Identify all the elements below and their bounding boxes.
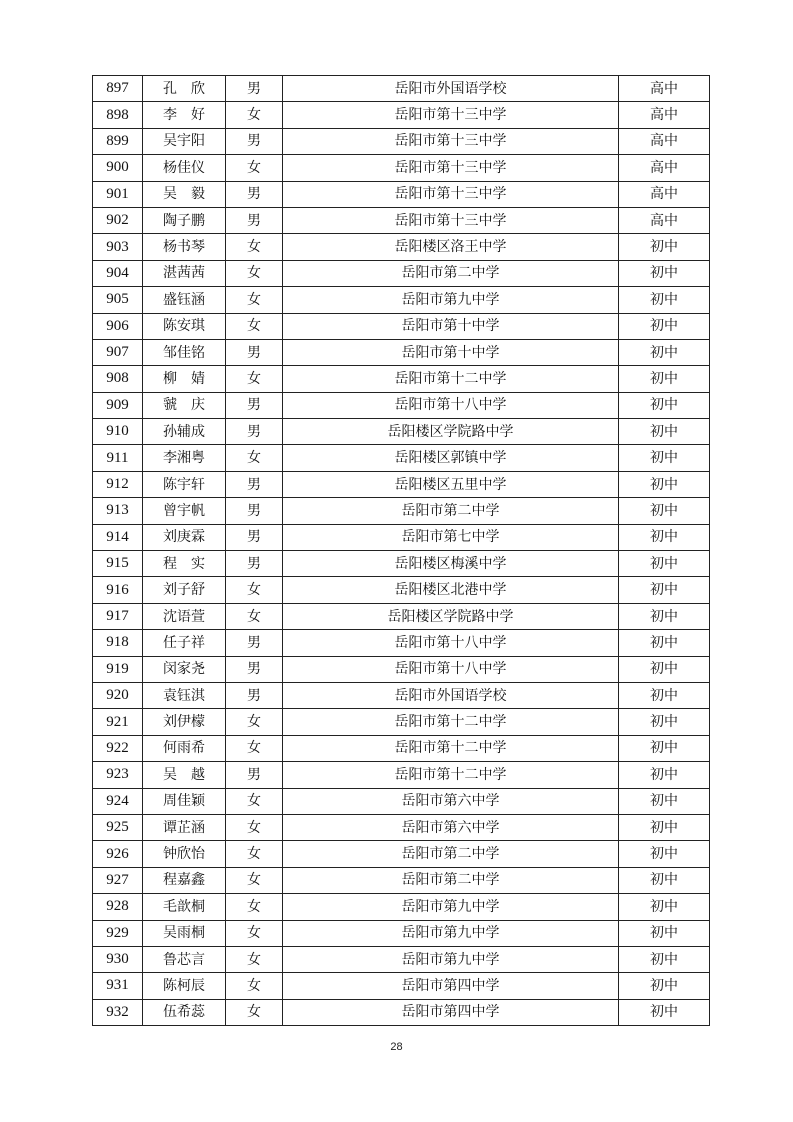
student-name-cell: 杨书琴 bbox=[143, 234, 226, 260]
school-level-cell: 初中 bbox=[619, 814, 710, 840]
gender-cell: 女 bbox=[226, 999, 283, 1025]
row-number-cell: 905 bbox=[93, 287, 143, 313]
student-name-cell: 吴雨桐 bbox=[143, 920, 226, 946]
gender-cell: 女 bbox=[226, 709, 283, 735]
gender-cell: 女 bbox=[226, 366, 283, 392]
school-name-cell: 岳阳市第二中学 bbox=[283, 867, 619, 893]
table-row bbox=[93, 682, 710, 708]
gender-cell: 女 bbox=[226, 445, 283, 471]
school-level-cell: 高中 bbox=[619, 76, 710, 102]
school-level-cell: 初中 bbox=[619, 735, 710, 761]
school-name-cell: 岳阳市第二中学 bbox=[283, 498, 619, 524]
school-level-cell: 初中 bbox=[619, 603, 710, 629]
school-level-cell: 初中 bbox=[619, 471, 710, 497]
school-name-cell: 岳阳市第十三中学 bbox=[283, 181, 619, 207]
gender-cell: 男 bbox=[226, 471, 283, 497]
row-number-cell: 901 bbox=[93, 181, 143, 207]
gender-cell: 男 bbox=[226, 524, 283, 550]
table-row bbox=[93, 973, 710, 999]
table-row bbox=[93, 498, 710, 524]
table-row bbox=[93, 76, 710, 102]
school-level-cell: 初中 bbox=[619, 551, 710, 577]
school-name-cell: 岳阳市第十三中学 bbox=[283, 155, 619, 181]
row-number-cell: 932 bbox=[93, 999, 143, 1025]
school-level-cell: 初中 bbox=[619, 234, 710, 260]
gender-cell: 男 bbox=[226, 419, 283, 445]
row-number-cell: 908 bbox=[93, 366, 143, 392]
school-name-cell: 岳阳市第十八中学 bbox=[283, 630, 619, 656]
table-row bbox=[93, 603, 710, 629]
table-row bbox=[93, 630, 710, 656]
table-row bbox=[93, 471, 710, 497]
page-number: 28 bbox=[390, 1041, 403, 1053]
school-name-cell: 岳阳市外国语学校 bbox=[283, 682, 619, 708]
row-number-cell: 897 bbox=[93, 76, 143, 102]
gender-cell: 女 bbox=[226, 814, 283, 840]
student-name-cell: 柳 婧 bbox=[143, 366, 226, 392]
gender-cell: 男 bbox=[226, 630, 283, 656]
table-row bbox=[93, 102, 710, 128]
student-name-cell: 何雨希 bbox=[143, 735, 226, 761]
gender-cell: 女 bbox=[226, 894, 283, 920]
gender-cell: 女 bbox=[226, 603, 283, 629]
row-number-cell: 898 bbox=[93, 102, 143, 128]
school-level-cell: 高中 bbox=[619, 155, 710, 181]
student-name-cell: 刘伊檬 bbox=[143, 709, 226, 735]
student-name-cell: 程 实 bbox=[143, 551, 226, 577]
student-name-cell: 邹佳铭 bbox=[143, 339, 226, 365]
student-name-cell: 盛钰涵 bbox=[143, 287, 226, 313]
row-number-cell: 904 bbox=[93, 260, 143, 286]
table-row bbox=[93, 392, 710, 418]
row-number-cell: 919 bbox=[93, 656, 143, 682]
school-name-cell: 岳阳市第二中学 bbox=[283, 841, 619, 867]
school-name-cell: 岳阳市第六中学 bbox=[283, 788, 619, 814]
row-number-cell: 910 bbox=[93, 419, 143, 445]
table-row bbox=[93, 551, 710, 577]
school-level-cell: 初中 bbox=[619, 788, 710, 814]
student-name-cell: 闵家尧 bbox=[143, 656, 226, 682]
school-level-cell: 初中 bbox=[619, 867, 710, 893]
table-row bbox=[93, 841, 710, 867]
roster-table-body bbox=[93, 76, 710, 1026]
student-name-cell: 杨佳仪 bbox=[143, 155, 226, 181]
school-level-cell: 初中 bbox=[619, 999, 710, 1025]
row-number-cell: 915 bbox=[93, 551, 143, 577]
school-level-cell: 初中 bbox=[619, 973, 710, 999]
school-name-cell: 岳阳市第十二中学 bbox=[283, 366, 619, 392]
school-name-cell: 岳阳市第十二中学 bbox=[283, 735, 619, 761]
student-name-cell: 伍希蕊 bbox=[143, 999, 226, 1025]
table-row bbox=[93, 814, 710, 840]
school-level-cell: 初中 bbox=[619, 630, 710, 656]
student-name-cell: 吴 毅 bbox=[143, 181, 226, 207]
student-name-cell: 陈宇轩 bbox=[143, 471, 226, 497]
school-name-cell: 岳阳市第十中学 bbox=[283, 339, 619, 365]
school-level-cell: 初中 bbox=[619, 709, 710, 735]
school-level-cell: 初中 bbox=[619, 498, 710, 524]
table-row bbox=[93, 181, 710, 207]
student-name-cell: 毛歆桐 bbox=[143, 894, 226, 920]
gender-cell: 男 bbox=[226, 551, 283, 577]
school-name-cell: 岳阳市第十八中学 bbox=[283, 656, 619, 682]
school-level-cell: 高中 bbox=[619, 207, 710, 233]
row-number-cell: 900 bbox=[93, 155, 143, 181]
table-row bbox=[93, 867, 710, 893]
gender-cell: 男 bbox=[226, 207, 283, 233]
school-name-cell: 岳阳楼区洛王中学 bbox=[283, 234, 619, 260]
table-row bbox=[93, 762, 710, 788]
row-number-cell: 912 bbox=[93, 471, 143, 497]
row-number-cell: 909 bbox=[93, 392, 143, 418]
table-row bbox=[93, 524, 710, 550]
row-number-cell: 917 bbox=[93, 603, 143, 629]
student-name-cell: 程嘉鑫 bbox=[143, 867, 226, 893]
gender-cell: 女 bbox=[226, 788, 283, 814]
row-number-cell: 902 bbox=[93, 207, 143, 233]
school-name-cell: 岳阳楼区郭镇中学 bbox=[283, 445, 619, 471]
row-number-cell: 918 bbox=[93, 630, 143, 656]
student-name-cell: 任子祥 bbox=[143, 630, 226, 656]
school-level-cell: 初中 bbox=[619, 260, 710, 286]
row-number-cell: 906 bbox=[93, 313, 143, 339]
school-level-cell: 初中 bbox=[619, 339, 710, 365]
school-name-cell: 岳阳市第十二中学 bbox=[283, 709, 619, 735]
school-name-cell: 岳阳楼区北港中学 bbox=[283, 577, 619, 603]
school-name-cell: 岳阳市外国语学校 bbox=[283, 76, 619, 102]
school-level-cell: 高中 bbox=[619, 128, 710, 154]
table-row bbox=[93, 207, 710, 233]
student-name-cell: 陈安琪 bbox=[143, 313, 226, 339]
gender-cell: 女 bbox=[226, 102, 283, 128]
school-name-cell: 岳阳市第九中学 bbox=[283, 946, 619, 972]
student-name-cell: 曾宇帆 bbox=[143, 498, 226, 524]
table-row bbox=[93, 313, 710, 339]
row-number-cell: 916 bbox=[93, 577, 143, 603]
row-number-cell: 913 bbox=[93, 498, 143, 524]
student-name-cell: 陈柯辰 bbox=[143, 973, 226, 999]
gender-cell: 女 bbox=[226, 973, 283, 999]
school-level-cell: 初中 bbox=[619, 577, 710, 603]
school-name-cell: 岳阳市第十三中学 bbox=[283, 102, 619, 128]
gender-cell: 男 bbox=[226, 762, 283, 788]
gender-cell: 女 bbox=[226, 841, 283, 867]
school-name-cell: 岳阳市第二中学 bbox=[283, 260, 619, 286]
student-name-cell: 刘子舒 bbox=[143, 577, 226, 603]
school-name-cell: 岳阳市第九中学 bbox=[283, 920, 619, 946]
school-level-cell: 初中 bbox=[619, 920, 710, 946]
table-row bbox=[93, 735, 710, 761]
school-level-cell: 高中 bbox=[619, 102, 710, 128]
row-number-cell: 929 bbox=[93, 920, 143, 946]
student-name-cell: 周佳颖 bbox=[143, 788, 226, 814]
table-row bbox=[93, 920, 710, 946]
table-row bbox=[93, 709, 710, 735]
gender-cell: 女 bbox=[226, 155, 283, 181]
school-name-cell: 岳阳楼区五里中学 bbox=[283, 471, 619, 497]
row-number-cell: 924 bbox=[93, 788, 143, 814]
row-number-cell: 903 bbox=[93, 234, 143, 260]
student-name-cell: 李 好 bbox=[143, 102, 226, 128]
school-name-cell: 岳阳市第十二中学 bbox=[283, 762, 619, 788]
row-number-cell: 928 bbox=[93, 894, 143, 920]
row-number-cell: 922 bbox=[93, 735, 143, 761]
row-number-cell: 921 bbox=[93, 709, 143, 735]
table-row bbox=[93, 234, 710, 260]
student-name-cell: 湛茜茜 bbox=[143, 260, 226, 286]
school-level-cell: 高中 bbox=[619, 181, 710, 207]
gender-cell: 男 bbox=[226, 656, 283, 682]
student-roster-table bbox=[92, 75, 710, 1026]
student-name-cell: 孔 欣 bbox=[143, 76, 226, 102]
gender-cell: 女 bbox=[226, 867, 283, 893]
school-name-cell: 岳阳市第四中学 bbox=[283, 999, 619, 1025]
row-number-cell: 914 bbox=[93, 524, 143, 550]
school-level-cell: 初中 bbox=[619, 524, 710, 550]
table-row bbox=[93, 656, 710, 682]
school-name-cell: 岳阳楼区梅溪中学 bbox=[283, 551, 619, 577]
gender-cell: 男 bbox=[226, 392, 283, 418]
row-number-cell: 930 bbox=[93, 946, 143, 972]
school-name-cell: 岳阳楼区学院路中学 bbox=[283, 419, 619, 445]
gender-cell: 男 bbox=[226, 128, 283, 154]
student-name-cell: 李湘粤 bbox=[143, 445, 226, 471]
table-row bbox=[93, 128, 710, 154]
school-name-cell: 岳阳市第十中学 bbox=[283, 313, 619, 339]
row-number-cell: 926 bbox=[93, 841, 143, 867]
gender-cell: 男 bbox=[226, 339, 283, 365]
school-name-cell: 岳阳市第九中学 bbox=[283, 287, 619, 313]
table-row bbox=[93, 445, 710, 471]
gender-cell: 女 bbox=[226, 234, 283, 260]
table-row bbox=[93, 788, 710, 814]
school-name-cell: 岳阳市第九中学 bbox=[283, 894, 619, 920]
student-name-cell: 吴宇阳 bbox=[143, 128, 226, 154]
gender-cell: 女 bbox=[226, 260, 283, 286]
school-level-cell: 初中 bbox=[619, 392, 710, 418]
row-number-cell: 923 bbox=[93, 762, 143, 788]
row-number-cell: 927 bbox=[93, 867, 143, 893]
gender-cell: 男 bbox=[226, 682, 283, 708]
table-row bbox=[93, 287, 710, 313]
school-name-cell: 岳阳市第六中学 bbox=[283, 814, 619, 840]
student-name-cell: 袁钰淇 bbox=[143, 682, 226, 708]
row-number-cell: 911 bbox=[93, 445, 143, 471]
table-row bbox=[93, 946, 710, 972]
student-name-cell: 孙辅成 bbox=[143, 419, 226, 445]
school-name-cell: 岳阳楼区学院路中学 bbox=[283, 603, 619, 629]
school-name-cell: 岳阳市第十八中学 bbox=[283, 392, 619, 418]
school-level-cell: 初中 bbox=[619, 682, 710, 708]
gender-cell: 女 bbox=[226, 577, 283, 603]
school-level-cell: 初中 bbox=[619, 894, 710, 920]
student-name-cell: 吴 越 bbox=[143, 762, 226, 788]
gender-cell: 男 bbox=[226, 76, 283, 102]
row-number-cell: 931 bbox=[93, 973, 143, 999]
student-name-cell: 刘庚霖 bbox=[143, 524, 226, 550]
table-row bbox=[93, 366, 710, 392]
school-name-cell: 岳阳市第十三中学 bbox=[283, 207, 619, 233]
table-row bbox=[93, 339, 710, 365]
gender-cell: 女 bbox=[226, 946, 283, 972]
student-name-cell: 鲁芯言 bbox=[143, 946, 226, 972]
student-name-cell: 谭芷涵 bbox=[143, 814, 226, 840]
school-level-cell: 初中 bbox=[619, 841, 710, 867]
school-name-cell: 岳阳市第七中学 bbox=[283, 524, 619, 550]
student-name-cell: 钟欣怡 bbox=[143, 841, 226, 867]
gender-cell: 男 bbox=[226, 181, 283, 207]
student-name-cell: 沈语萱 bbox=[143, 603, 226, 629]
row-number-cell: 920 bbox=[93, 682, 143, 708]
school-level-cell: 初中 bbox=[619, 946, 710, 972]
student-name-cell: 陶子鹏 bbox=[143, 207, 226, 233]
gender-cell: 女 bbox=[226, 287, 283, 313]
table-row bbox=[93, 260, 710, 286]
school-level-cell: 初中 bbox=[619, 419, 710, 445]
row-number-cell: 907 bbox=[93, 339, 143, 365]
table-row bbox=[93, 999, 710, 1025]
table-row bbox=[93, 155, 710, 181]
row-number-cell: 925 bbox=[93, 814, 143, 840]
school-level-cell: 初中 bbox=[619, 366, 710, 392]
gender-cell: 女 bbox=[226, 313, 283, 339]
school-level-cell: 初中 bbox=[619, 445, 710, 471]
school-level-cell: 初中 bbox=[619, 762, 710, 788]
table-row bbox=[93, 894, 710, 920]
student-name-cell: 虢 庆 bbox=[143, 392, 226, 418]
row-number-cell: 899 bbox=[93, 128, 143, 154]
table-row bbox=[93, 419, 710, 445]
school-level-cell: 初中 bbox=[619, 287, 710, 313]
gender-cell: 男 bbox=[226, 498, 283, 524]
school-name-cell: 岳阳市第四中学 bbox=[283, 973, 619, 999]
school-level-cell: 初中 bbox=[619, 313, 710, 339]
gender-cell: 女 bbox=[226, 920, 283, 946]
school-level-cell: 初中 bbox=[619, 656, 710, 682]
table-row bbox=[93, 577, 710, 603]
gender-cell: 女 bbox=[226, 735, 283, 761]
school-name-cell: 岳阳市第十三中学 bbox=[283, 128, 619, 154]
